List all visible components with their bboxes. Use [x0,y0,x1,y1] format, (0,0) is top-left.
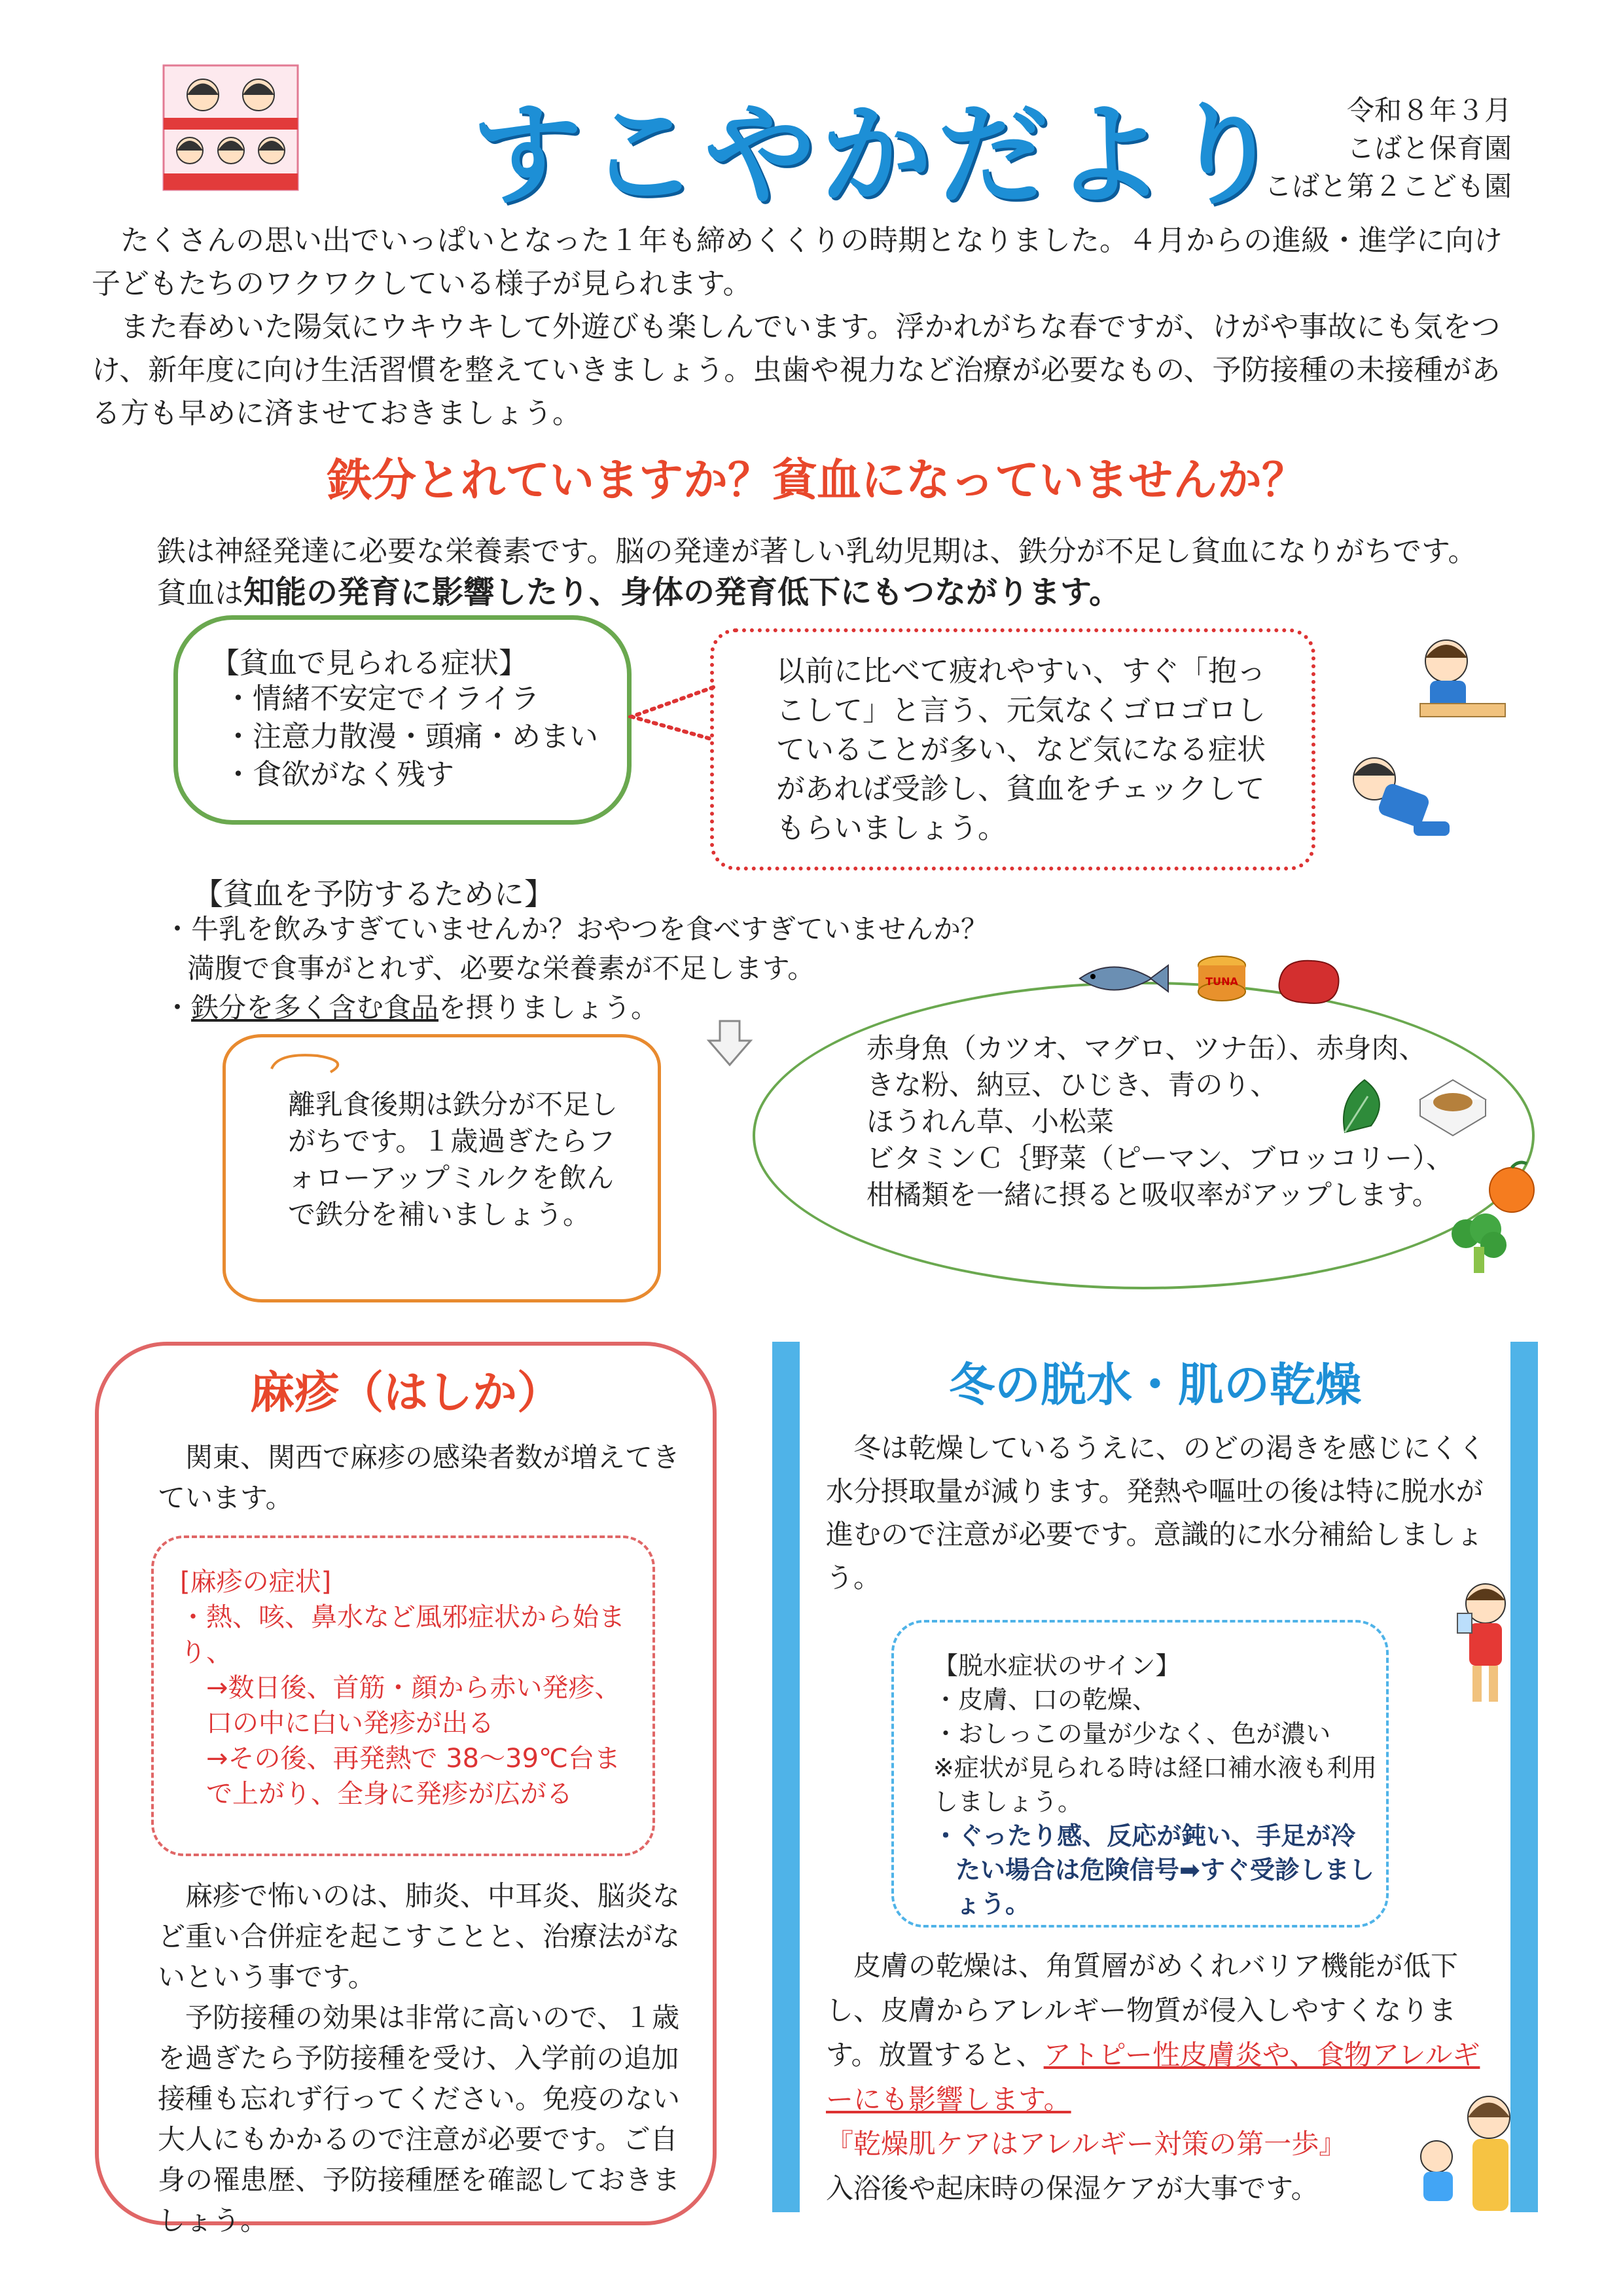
list-item: ビタミンＣ｛野菜（ピーマン、ブロッコリー）、 [866,1142,1454,1174]
anemia-symptoms-heading: 【貧血で見られる症状】 [211,647,527,680]
list-item: ・おしっこの量が少なく、色が濃い [933,1719,1331,1748]
measles-section [95,1342,717,2236]
mother-and-baby-illustration [1407,2088,1531,2219]
spinach-icon [1332,1073,1394,1139]
list-item: ・熱、咳、鼻水など風邪症状から始まり、 [180,1602,625,1668]
allergy-warning: アトピー性皮膚炎や、食物アレルギーにも影響します。 [826,2039,1480,2115]
iron-heading: 鉄分とれていますか？貧血になっていませんか？ [327,455,1307,507]
speech-bubble-tail [628,681,717,746]
measles-heading: 麻疹（はしか） [249,1367,562,1419]
kodomoen-name: こばと第２こども園 [1264,170,1512,202]
intro-paragraph: また春めいた陽気にウキウキして外遊びも楽しんでいます。浮かれがちな春ですが、けがや事故にも気をつけ、新年度に向け生活習慣を整えていきましょう。虫歯や視力など治療が必要なもの、予防接種の未接種がある方も早めに済ませておきましょう。 [92,310,1501,430]
intro-text [92,219,1512,435]
child-studying-illustration [1407,628,1512,726]
bullet: ・ [164,992,192,1024]
orange-icon [1482,1158,1541,1214]
list-item-rest: を摂りましょう。 [438,992,659,1024]
iron-intro-line [157,572,1531,614]
skin-paragraph [826,1944,1487,2122]
scroll-curl-icon [265,1049,357,1082]
hina-dolls-illustration [160,62,301,193]
natto-pack-icon [1414,1060,1492,1139]
dehydration-intro: 冬は乾燥しているうえに、のどの渇きを感じにくく水分摂取量が減ります。発熱や嘔吐の後は特に脱水が進むので注意が必要です。意識的に水分補給しましょう。 [826,1432,1486,1594]
list-item: →その後、再発熱で 38〜39℃台まで上がり、全身に発疹が広がる [180,1744,620,1809]
list-item: ※症状が見られる時は経口補水液も利用しましょう。 [933,1753,1377,1816]
anemia-symptoms-box [173,615,632,825]
dehydration-signs-box [891,1620,1389,1928]
list-item: ・牛乳を飲みすぎていませんか？おやつを食べすぎていませんか？ [164,913,989,945]
iron-rich-foods-link-text: 鉄分を多く含む食品 [191,992,439,1024]
anemia-advice-bubble [710,628,1315,870]
list-item: きな粉、納豆、ひじき、青のり、 [866,1069,1278,1101]
measles-symptoms-box [151,1535,655,1856]
prevention-heading: 【貧血を予防するために】 [193,876,554,912]
list-item: ・皮膚、口の乾燥、 [933,1685,1158,1714]
fish-icon [1073,956,1171,1001]
iron-intro-line: 鉄は神経発達に必要な栄養素です。脳の発達が著しい乳幼児期は、鉄分が不足し貧血になりがちです。 [157,535,1477,568]
down-arrow-icon [704,1018,756,1070]
issue-date: 令和８年３月 [1346,94,1512,126]
danger-sign: ・ぐったり感、反応が鈍い、手足が冷たい場合は危険信号➡すぐ受診しましょう。 [933,1821,1374,1918]
child-drinking-illustration [1450,1577,1522,1708]
iron-intro-emphasis: 知能の発育に影響したり、身体の発育低下にもつながります。 [243,574,1121,611]
measles-details [158,1876,694,2241]
dehydration-section [772,1342,1538,2212]
list-item: 柑橘類を一緒に摂ると吸収率がアップします。 [866,1179,1440,1211]
list-item: →数日後、首筋・顔から赤い発疹、口の中に白い発疹が出る [180,1673,621,1738]
list-item: 満腹で食事がとれず、必要な栄養素が不足します。 [187,952,815,984]
follow-up-milk-note [223,1034,661,1302]
skin-dryness-text [826,1944,1487,2211]
skin-care-tip: 入浴後や起床時の保湿ケアが大事です。 [826,2172,1319,2204]
list-item: ほうれん草、小松菜 [866,1105,1115,1138]
nursery-name: こばと保育園 [1346,132,1512,164]
dehydration-heading: 冬の脱水・肌の乾燥 [949,1358,1361,1412]
tuna-can-label: TUNA [1205,975,1238,988]
list-item: ・注意力散漫・頭痛・めまい [224,720,598,753]
issue-info [1264,92,1512,206]
list-item: 赤身魚（カツオ、マグロ、ツナ缶）、赤身肉、 [866,1032,1427,1064]
measles-paragraph: 予防接種の効果は非常に高いので、１歳を過ぎたら予防接種を受け、入学前の追加接種も忘れず行ってください。免疫のない大人にもかかるので注意が必要です。ご自身の罹患歴、予防接種歴を確認しておきましょう。 [158,2001,681,2236]
iron-intro-lead: 貧血は [157,577,243,610]
broccoli-icon [1446,1211,1512,1276]
list-item: ・情緒不安定でイライラ [224,682,540,715]
measles-intro: 関東、関西で麻疹の感染者数が増えてきています。 [158,1441,681,1514]
red-meat-icon [1273,956,1345,1008]
anemia-advice-text: 以前に比べて疲れやすい、すぐ「抱っこして」と言う、元気なくゴロゴロしていることが多い、など気になる症状があれば受診し、貧血をチェックしてもらいましょう。 [776,655,1266,845]
newsletter-title: すこやかだより [471,91,1287,221]
follow-up-milk-text: 離乳食後期は鉄分が不足しがちです。１歳過ぎたらフォローアップミルクを飲んで鉄分を補いましょう。 [288,1088,618,1230]
skin-slogan: 『乾燥肌ケアはアレルギー対策の第一歩』 [826,2128,1347,2160]
tuna-can-icon [1194,952,1250,1005]
dehydration-signs-heading: 【脱水症状のサイン】 [933,1651,1181,1680]
list-item: ・食欲がなく残す [224,758,454,791]
tired-child-illustration [1342,749,1459,861]
measles-paragraph: 麻疹で怖いのは、肺炎、中耳炎、脳炎など重い合併症を起こすことと、治療法がないという事です。 [158,1880,681,1993]
measles-symptoms-heading: [麻疹の症状] [180,1567,332,1597]
skin-text: 皮膚の乾燥は、角質層がめくれバリア機能が低下し、皮膚からアレルギー物質が侵入しやすくなります。放置すると、 [826,1950,1459,2071]
iron-intro [157,531,1531,614]
anemia-symptoms-list [224,680,598,794]
intro-paragraph: たくさんの思い出でいっぱいとなった１年も締めくくりの時期となりました。４月からの進級・進学に向け子どもたちのワクワクしている様子が見られます。 [92,224,1503,300]
